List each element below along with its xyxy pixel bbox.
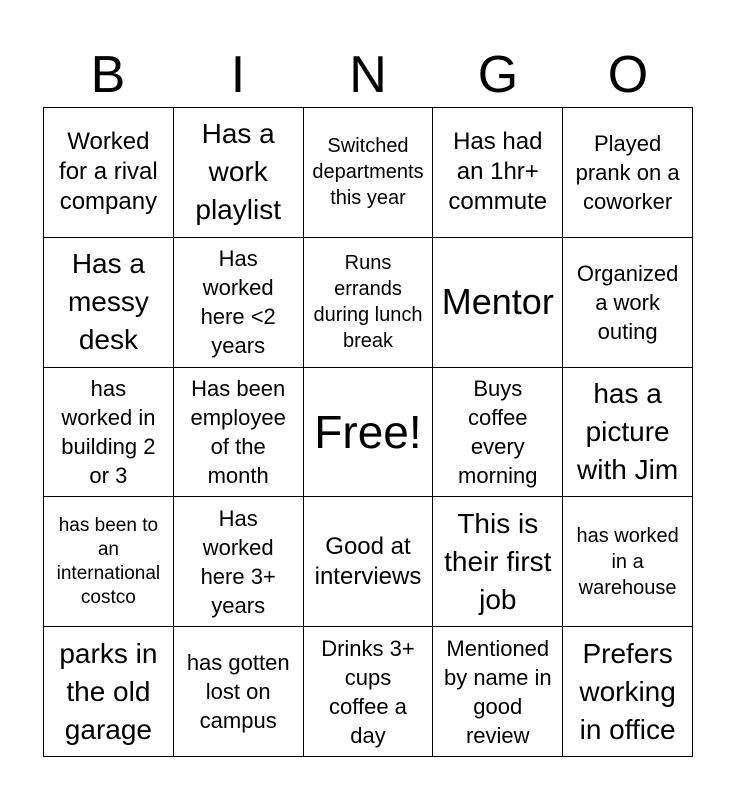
cell-label: Worked for a rival company	[59, 128, 158, 216]
bingo-cell-r0-c1[interactable]	[174, 108, 304, 238]
bingo-cell-r0-c0[interactable]	[44, 108, 174, 238]
cell-label: has a picture with Jim	[577, 377, 679, 485]
cell-label: Free!	[314, 405, 422, 458]
bingo-cell-r2-c1[interactable]	[174, 368, 304, 498]
cell-label: Has worked here 3+ years	[200, 505, 276, 618]
header-letter-i: I	[230, 46, 246, 104]
cell-label: has been to an international costco	[56, 514, 161, 608]
cell-label: This is their first job	[444, 507, 552, 615]
bingo-cell-r0-c4[interactable]	[563, 108, 693, 238]
cell-label: Switched departments this year	[312, 135, 424, 210]
cell-label: Played prank on a coworker	[575, 130, 680, 214]
bingo-cell-r1-c1[interactable]	[174, 238, 304, 368]
cell-label: Has a messy desk	[67, 248, 149, 356]
cell-label: Prefers working in office	[579, 637, 676, 745]
bingo-cell-r3-c4[interactable]	[563, 497, 693, 627]
bingo-board	[43, 107, 693, 757]
cell-label: Runs errands during lunch break	[313, 252, 423, 353]
bingo-cell-r1-c3[interactable]	[433, 238, 563, 368]
cell-label: Has worked here <2 years	[200, 246, 276, 359]
bingo-cell-r2-c2[interactable]	[304, 368, 434, 498]
cell-label: Mentor	[441, 281, 554, 323]
cell-label: Mentioned by name in good review	[443, 635, 552, 748]
cell-label: has gotten lost on campus	[186, 650, 290, 734]
bingo-cell-r2-c4[interactable]	[563, 368, 693, 498]
header-letter-n: N	[349, 46, 387, 104]
bingo-cell-r1-c2[interactable]	[304, 238, 434, 368]
cell-label: Drinks 3+ cups coffee a day	[321, 635, 415, 748]
bingo-cell-r3-c2[interactable]	[304, 497, 434, 627]
cell-label: Has a work playlist	[195, 118, 281, 226]
header-letter-g: G	[477, 46, 519, 104]
cell-label: Organized a work outing	[576, 260, 679, 344]
bingo-cell-r2-c3[interactable]	[433, 368, 563, 498]
cell-label: Good at interviews	[314, 532, 422, 590]
cell-label: parks in the old garage	[59, 637, 158, 745]
bingo-cell-r4-c3[interactable]	[433, 627, 563, 757]
bingo-cell-r4-c0[interactable]	[44, 627, 174, 757]
bingo-cell-r0-c2[interactable]	[304, 108, 434, 238]
bingo-cell-r1-c0[interactable]	[44, 238, 174, 368]
cell-label: Has been employee of the month	[190, 375, 286, 488]
bingo-cell-r1-c4[interactable]	[563, 238, 693, 368]
bingo-cell-r0-c3[interactable]	[433, 108, 563, 238]
bingo-cell-r3-c1[interactable]	[174, 497, 304, 627]
header-letter-o: O	[607, 46, 649, 104]
bingo-cell-r3-c3[interactable]	[433, 497, 563, 627]
bingo-cell-r4-c1[interactable]	[174, 627, 304, 757]
bingo-cell-r3-c0[interactable]	[44, 497, 174, 627]
bingo-header	[43, 42, 693, 108]
cell-label: Has had an 1hr+ commute	[448, 128, 548, 216]
cell-label: Buys coffee every morning	[458, 375, 538, 488]
cell-label: has worked in a warehouse	[576, 524, 679, 599]
bingo-cell-r4-c2[interactable]	[304, 627, 434, 757]
bingo-cell-r2-c0[interactable]	[44, 368, 174, 498]
header-letter-b: B	[90, 46, 126, 104]
cell-label: has worked in building 2 or 3	[61, 375, 156, 488]
bingo-cell-r4-c4[interactable]	[563, 627, 693, 757]
